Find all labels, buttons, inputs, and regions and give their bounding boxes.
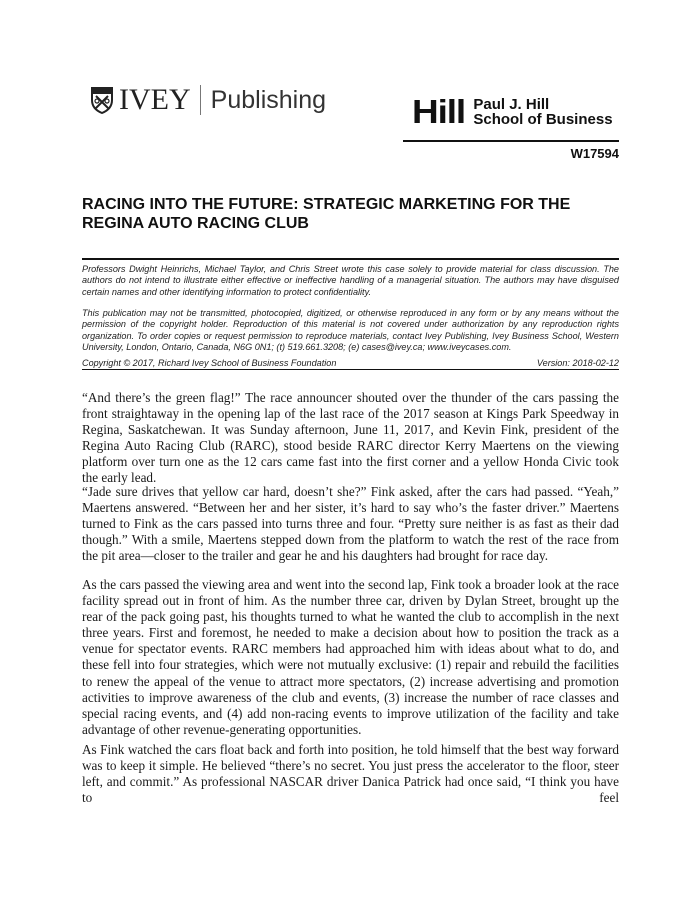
authors-note: Professors Dwight Heinrichs, Michael Taylor, and Chris Street wrote this case solely to provide material for class discussion. The authors do not intend to illustrate either effective or ineffective handling of a managerial situation. The authors may have disguised certain names and other identifying information to protect confidentiality.	[82, 264, 619, 297]
case-number: W17594	[570, 146, 619, 161]
copyright-text: Copyright © 2017, Richard Ivey School of Business Foundation	[82, 358, 337, 368]
body-paragraph: “And there’s the green flag!” The race announcer shouted over the thunder of the cars passing the front straightaway in the opening lap of the last race of the 2017 season at Kings Park Speedway in Regina, Saskatchewan. It was Sunday afternoon, June 11, 2017, and Kevin Fink, president of the Regina Auto Racing Club (RARC), stood beside RARC director Kerry Maertens on the viewing platform over turn one as the 12 cars came fast into the first corner and a yellow Honda Civic took the early lead.	[82, 390, 619, 486]
body-paragraph: As the cars passed the viewing area and went into the second lap, Fink took a broader look at the race facility spread out in front of him. As the number three car, driven by Dylan Street, brought up the rear of the pack going past, his thoughts turned to what he wanted the club to accomplish in the next three years. First and foremost, he needed to make a decision about how to position the track as a venue for spectator events. RARC members had approached him with ideas about what to do, and these fell into four strategies, which were not mutually exclusive: (1) repair and rebuild the facilities to renew the appeal of the venue to attract more spectators, (2) increase advertising and promotion activities to improve awareness of the club and events, (3) increase the number of race classes and special racing events, and (4) add non-racing events to improve utilization of the facility and take advantage of other revenue-generating opportunities.	[82, 577, 619, 737]
logo-divider	[200, 85, 201, 115]
preface-rule	[82, 258, 619, 260]
hill-school-name	[473, 97, 612, 127]
ivey-publishing-logo	[90, 82, 326, 118]
header-rule	[403, 140, 619, 142]
body-paragraph: As Fink watched the cars float back and forth into position, he told himself that the best way forward was to keep it simple. He believed “there’s no secret. You just press the accelerator to the floor, steer left, and commit.” As professional NASCAR driver Danica Patrick had once said, “I think you have to feel	[82, 742, 619, 806]
hill-school-logo	[412, 93, 613, 130]
version-text: Version: 2018-02-12	[536, 358, 619, 368]
hill-line-2: School of Business	[473, 111, 613, 128]
case-title: RACING INTO THE FUTURE: STRATEGIC MARKETING FOR THE REGINA AUTO RACING CLUB	[82, 196, 571, 232]
body-paragraph: “Jade sure drives that yellow car hard, doesn’t she?” Fink asked, after the cars had passed. “Yeah,” Maertens answered. “Between her and her sister, it’s hard to say who’s the faster driver.” Maertens turned to Fink as the cars passed into turns three and four. “Pretty sure neither is as fast as their dad though.” With a smile, Maertens stepped down from the platform to watch the rest of the race from the pit area—closer to the trailer and gear he and his daughters had brought for race day.	[82, 484, 619, 564]
ivey-shield-icon	[90, 86, 114, 114]
publishing-label: Publishing	[210, 86, 327, 114]
hill-line-1: Paul J. Hill	[473, 96, 550, 113]
copyright-line	[82, 358, 619, 370]
permissions-note: This publication may not be transmitted, photocopied, digitized, or otherwise reproduced in any form or by any means without the permission of the copyright holder. Reproduction of this material is not covered under authorization by any reproduction rights organization. To order copies or request permission to reproduce materials, contact Ivey Publishing, Ivey Business School, Western University, London, Ontario, Canada, N6G 0N1; (t) 519.661.3208; (e) cases@ivey.ca; www.iveycases.com.	[82, 308, 619, 352]
ivey-wordmark: IVEY	[119, 83, 191, 116]
hill-mark: Hill	[412, 93, 466, 130]
